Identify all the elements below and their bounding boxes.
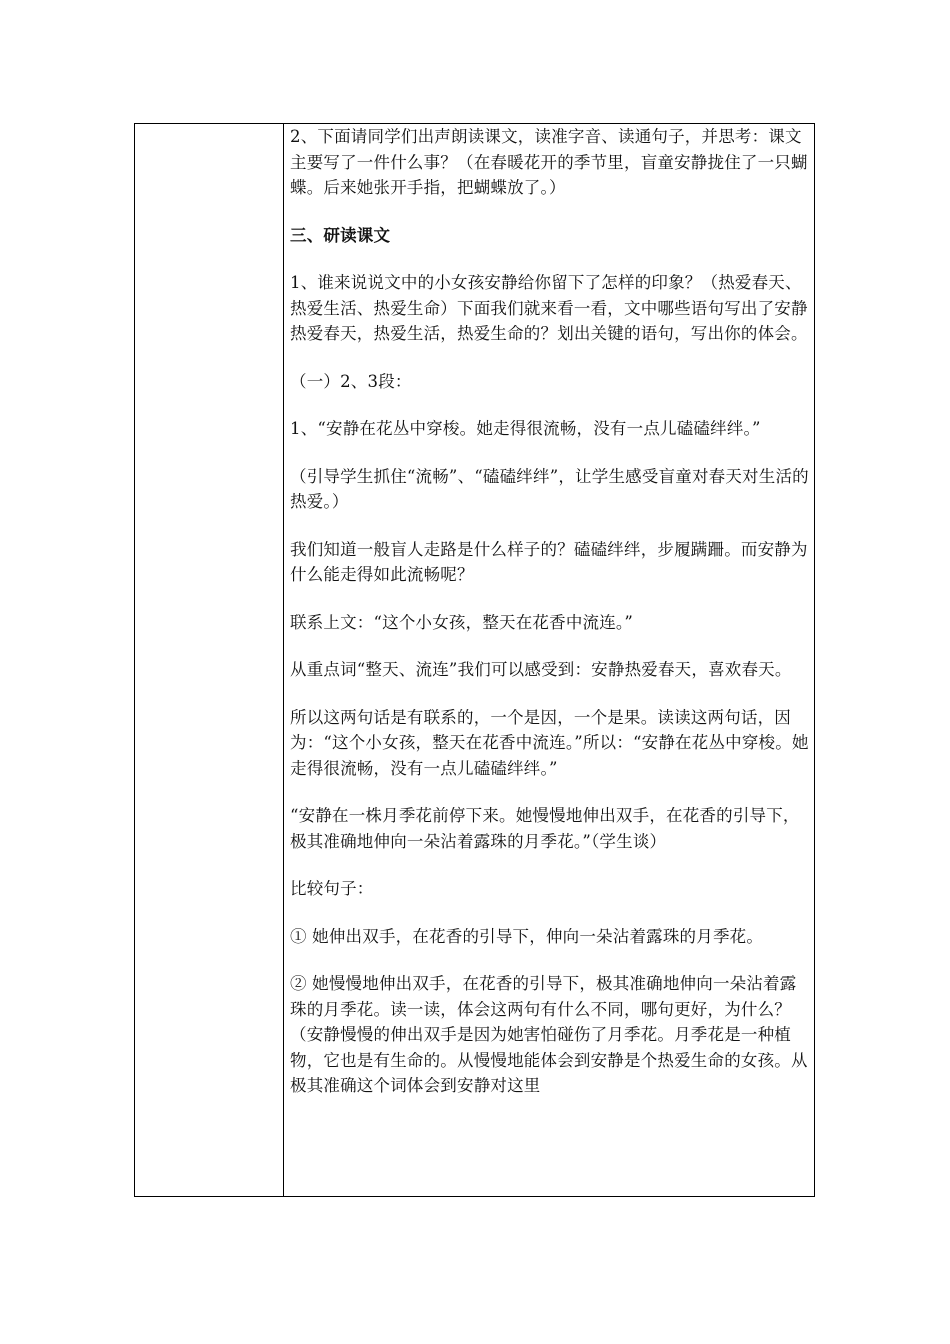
paragraph-impression-question: 1、谁来说说文中的小女孩安静给你留下了怎样的印象？（热爱春天、热爱生活、热爱生命）下面我们就来看一看，文中哪些语句写出了安静热爱春天，热爱生活，热爱生命的？划出关键的语句，写出你的体会。 — [290, 273, 808, 343]
paragraph-quote-1: 1、“安静在花丛中穿梭。她走得很流畅，没有一点儿磕磕绊绊。” — [290, 419, 761, 438]
paragraph-sentence-b: ② 她慢慢地伸出双手，在花香的引导下，极其准确地伸向一朵沾着露珠的月季花。读一读，体会这两句有什么不同，哪句更好，为什么？（安静慢慢的伸出双手是因为她害怕碰伤了月季花。月季花是一种植物，它也是有生命的。从慢慢地能体会到安静是个热爱生命的女孩。从极其准确这个词体会到安静对这里 — [290, 974, 808, 1095]
paragraph-reading-task: 2、下面请同学们出声朗读课文，读准字音、读通句子，并思考：课文主要写了一件什么事？（在春暖花开的季节里，盲童安静拢住了一只蝴蝶。后来她张开手指，把蝴蝶放了。） — [290, 127, 808, 197]
paragraph-blind-walk: 我们知道一般盲人走路是什么样子的？磕磕绊绊，步履蹒跚。而安静为什么能走得如此流畅呢？ — [290, 539, 808, 584]
paragraph-section-label: （一）2、3段： — [290, 371, 412, 391]
paragraph-sentence-a: ① 她伸出双手，在花香的引导下，伸向一朵沾着露珠的月季花。 — [290, 926, 764, 946]
table-left-column — [135, 124, 284, 1196]
paragraph-key-words: 从重点词“整天、流连”我们可以感受到：安静热爱春天，喜欢春天。 — [290, 660, 792, 679]
paragraph-quote-2: “安静在一株月季花前停下来。她慢慢地伸出双手，在花香的引导下，极其准确地伸向一朵沾着露珠的月季花。”（学生谈） — [290, 806, 800, 851]
paragraph-context: 联系上文：“这个小女孩，整天在花香中流连。” — [290, 612, 634, 632]
paragraph-guide-note: （引导学生抓住“流畅”、“磕磕绊绊”，让学生感受盲童对春天对生活的热爱。） — [290, 466, 809, 511]
paragraph-cause-effect: 所以这两句话是有联系的，一个是因，一个是果。读读这两句话，因为：“这个小女孩，整天在花香中流连。”所以：“安静在花丛中穿梭。她走得很流畅，没有一点儿磕磕绊绊。” — [290, 707, 809, 778]
section-heading: 三、研读课文 — [290, 225, 391, 245]
paragraph-compare-label: 比较句子： — [290, 879, 374, 898]
table-content-cell — [290, 124, 810, 1099]
lesson-table — [134, 123, 815, 1197]
